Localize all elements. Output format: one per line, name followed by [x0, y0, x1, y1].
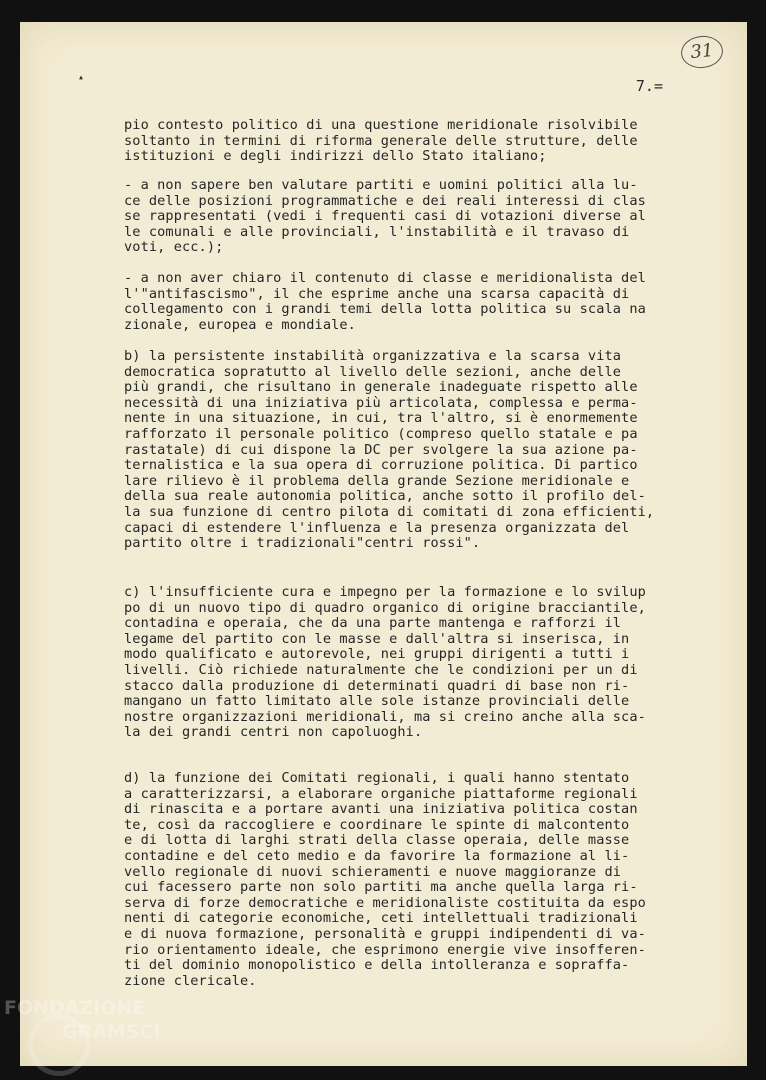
paragraph-antifascismo [124, 271, 679, 333]
text-line: livelli. Ciò richiede naturalmente che le condizioni per un di [124, 661, 638, 678]
margin-mark: ▴ [78, 72, 85, 83]
text-line: se rappresentati (vedi i frequenti casi di votazioni diverse al [124, 208, 646, 225]
archive-page-stamp: 31 [679, 34, 724, 70]
text-line: istituzioni e degli indirizzi dello Stato italiano; [124, 148, 547, 165]
text-line: mangano un fatto limitato alle sole istanze provinciali delle [124, 693, 630, 710]
text-line: - a non sapere ben valutare partiti e uomini politici alla lu- [124, 177, 638, 193]
text-line: stacco dalla produzione di determinati quadri di base non ri- [124, 677, 630, 694]
text-line: po di un nuovo tipo di quadro organico di origine bracciantile, [124, 599, 646, 616]
text-line: te, così da raccogliere e coordinare le spinte di malcontento [124, 816, 630, 833]
text-line: cui facessero parte non solo partiti ma anche quella larga ri- [124, 879, 638, 896]
text-line: legame del partito con le masse e dall'altra si inserisca, in [124, 630, 630, 647]
text-line: rafforzato il personale politico (compreso quello statale e pa [124, 425, 638, 442]
watermark-line-2: GRAMSCI [62, 1021, 161, 1043]
text-line: vello regionale di nuovi schieramenti e nuove maggioranze di [124, 863, 622, 880]
text-line: b) la persistente instabilità organizzativa e la scarsa vita [124, 348, 622, 364]
text-line: della sua reale autonomia politica, anche sotto il profilo del- [124, 488, 646, 505]
text-line: rastatale) di cui dispone la DC per svolgere la sua azione pa- [124, 441, 638, 458]
text-line: e di nuova formazione, personalità e gruppi indipendenti di va- [124, 925, 646, 942]
text-line: la dei grandi centri non capoluoghi. [124, 724, 423, 741]
text-line: lare rilievo è il problema della grande Sezione meridionale e [124, 472, 630, 489]
watermark [4, 996, 161, 1044]
text-line: ti del dominio monopolistico e della intolleranza e sopraffa- [124, 957, 630, 974]
text-line: nenti di categorie economiche, ceti intellettuali tradizionali [124, 910, 638, 927]
text-line: rio orientamento ideale, che esprimono energie vive insofferen- [124, 941, 646, 958]
watermark-line-1: FONDAZIONE [4, 997, 146, 1019]
text-line: voti, ecc.); [124, 239, 224, 256]
paragraph-b [124, 349, 679, 552]
text-line: pio contesto politico di una questione meridionale risolvibile [124, 117, 638, 133]
paragraph-intro [124, 118, 679, 165]
text-line: d) la funzione dei Comitati regionali, i quali hanno stentato [124, 770, 630, 786]
text-line: collegamento con i grandi temi della lotta politica su scala na [124, 301, 646, 318]
text-line: capaci di estendere l'influenza e la presenza organizzata del [124, 519, 630, 536]
text-line: c) l'insufficiente cura e impegno per la formazione e lo svilup [124, 584, 646, 600]
text-line: e di lotta di larghi strati della classe operaia, delle masse [124, 832, 630, 849]
text-line: zionale, europea e mondiale. [124, 316, 356, 333]
text-line: più grandi, che risultano in generale inadeguate rispetto alle [124, 379, 638, 396]
text-line: le comunali e alle provinciali, l'instabilità e il travaso di [124, 223, 630, 240]
text-line: ce delle posizioni programmatiche e dei reali interessi di clas [124, 192, 646, 209]
text-line: zione clericale. [124, 972, 257, 989]
text-line: a caratterizzarsi, a elaborare organiche piattaforme regionali [124, 785, 638, 802]
text-line: ternalistica e la sua opera di corruzione politica. Di partico [124, 457, 638, 474]
text-line: - a non aver chiaro il contenuto di classe e meridionalista del [124, 270, 646, 286]
text-line: partito oltre i tradizionali"centri rossi". [124, 535, 481, 552]
text-line: soltanto in termini di riforma generale delle strutture, delle [124, 132, 638, 149]
text-line: modo qualificato e autorevole, nei gruppi dirigenti a tutti i [124, 646, 630, 663]
text-line: nente in una situazione, in cui, tra l'altro, si è enormemente [124, 410, 638, 427]
text-line: la sua funzione di centro pilota di comitati di zona efficienti, [124, 503, 655, 520]
text-line: serva di forze democratiche e meridionaliste costituita da espo [124, 894, 646, 911]
text-line: contadine e del ceto medio e da favorire la formazione al li- [124, 847, 630, 864]
text-line: di rinascita e a portare avanti una iniziativa politica costan [124, 801, 638, 818]
paragraph-d [124, 771, 679, 989]
text-line: nostre organizzazioni meridionali, ma si creino anche alla sca- [124, 708, 646, 725]
page-number: 7.= [635, 77, 663, 95]
text-line: democratica sopratutto al livello delle sezioni, anche delle [124, 363, 622, 380]
text-line: necessità di una iniziativa più articolata, complessa e perma- [124, 394, 638, 411]
paragraph-c [124, 585, 679, 741]
text-line: l'"antifascismo", il che esprime anche una scarsa capacità di [124, 285, 630, 302]
paragraph-partiti [124, 178, 679, 256]
text-line: contadina e operaia, che da una parte mantenga e rafforzi il [124, 615, 622, 632]
